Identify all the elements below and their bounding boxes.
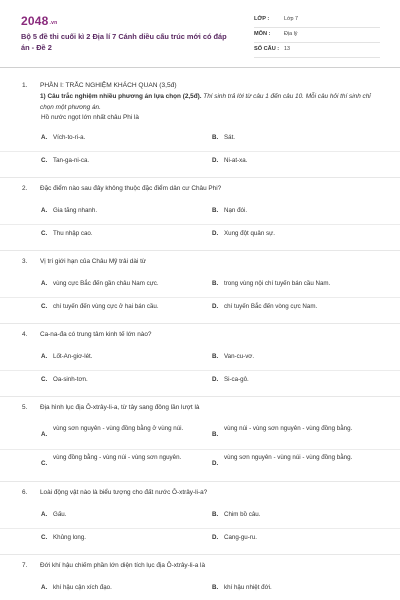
site-logo[interactable] xyxy=(21,14,57,28)
question-header xyxy=(0,184,400,196)
option-c[interactable]: C. Thu nhập cao. xyxy=(41,230,93,237)
meta-value: Địa lý xyxy=(284,31,298,37)
question-header xyxy=(0,403,400,415)
question-text: Địa hình lục địa Ô-xtrây-li-a, từ tây sang đông lần lượt là xyxy=(40,404,200,411)
option-a[interactable]: A. Gia tăng nhanh. xyxy=(41,207,98,214)
question-header xyxy=(0,257,400,269)
header-divider xyxy=(0,67,400,68)
options-row xyxy=(0,129,400,151)
question-header xyxy=(0,330,400,342)
logo-text: 2048 xyxy=(21,14,49,28)
question-divider xyxy=(0,250,400,251)
part-title: PHẦN I: TRẮC NGHIỆM KHÁCH QUAN (3,5đ) xyxy=(40,82,177,89)
question-1 xyxy=(0,80,400,173)
part-number: 1. xyxy=(22,82,28,89)
question-6 xyxy=(0,488,400,550)
options-row xyxy=(0,506,400,528)
question-text: Vị trí giới hạn của Châu Mỹ trải dài từ xyxy=(40,258,147,265)
document-title: Bộ 5 đề thi cuối kì 2 Địa lí 7 Cánh diều cấu trúc mới có đáp án - Đề 2 xyxy=(21,32,227,52)
option-b[interactable]: B. Van-cu-vơ. xyxy=(212,353,255,360)
question-4 xyxy=(0,330,400,392)
option-a[interactable]: A. Vích-to-ri-a. xyxy=(41,134,86,141)
options xyxy=(0,275,400,319)
meta-label: SỐ CÂU : xyxy=(254,46,280,52)
option-d[interactable]: D. Ni-at-xa. xyxy=(212,157,248,164)
option-a[interactable]: A. vùng cực Bắc đến gần châu Nam cực. xyxy=(41,280,159,287)
options-row: A. vùng sơn nguyên - vùng đồng bằng ở vùng núi. B. vùng núi - vùng sơn nguyên - vùng đồng bằng. xyxy=(41,425,353,438)
question-divider xyxy=(0,323,400,324)
options xyxy=(0,421,400,477)
meta-row-subject xyxy=(254,28,380,43)
meta-label: LỚP : xyxy=(254,16,270,22)
option-c[interactable]: C. Tan-ga-ni-ca. xyxy=(41,157,90,164)
options-row xyxy=(0,224,400,246)
meta-label: MÔN : xyxy=(254,31,271,37)
option-b[interactable]: B. trong vùng nội chí tuyến bán cầu Nam. xyxy=(212,280,331,287)
instruction-italic: Thí sinh trả lời từ câu 1 đến câu 10. Mỗi câu hỏi thí sinh chỉ chọn một phương án. xyxy=(40,93,371,111)
question-7 xyxy=(0,561,400,600)
question-text: Đặc điểm nào sau đây không thuộc đặc điểm dân cư Châu Phi? xyxy=(40,185,222,192)
option-b[interactable]: B. Nạn đói. xyxy=(212,207,248,214)
options-row xyxy=(0,275,400,297)
option-b[interactable]: B. Chim bồ câu. xyxy=(212,511,261,518)
question-divider xyxy=(0,396,400,397)
question-list xyxy=(0,80,400,600)
header xyxy=(0,0,400,66)
instruction-bold: 1) Câu trắc nghiệm nhiều phương án lựa chọn (2,5đ). xyxy=(40,93,202,100)
options-row xyxy=(0,370,400,392)
question-divider xyxy=(0,177,400,178)
options xyxy=(0,579,400,600)
question-number: 3. xyxy=(22,258,28,265)
question-number: 6. xyxy=(22,489,28,496)
question-number: 2. xyxy=(22,185,28,192)
meta-box xyxy=(254,13,380,58)
question-5 xyxy=(0,403,400,477)
options xyxy=(0,506,400,550)
question-text: Loài động vật nào là biểu tượng cho đất nước Ô-xtrây-li-a? xyxy=(40,489,208,496)
option-a[interactable]: A. Gấu. xyxy=(41,511,67,518)
options-row xyxy=(0,297,400,319)
question-header xyxy=(0,488,400,500)
question-text: Hồ nước ngọt lớn nhất châu Phi là xyxy=(41,114,139,121)
question-number: 4. xyxy=(22,331,28,338)
question-number: 5. xyxy=(22,404,28,411)
option-a[interactable]: A. khí hậu cận xích đạo. xyxy=(41,584,112,591)
option-d[interactable]: D. chí tuyến Bắc đến vòng cực Nam. xyxy=(212,303,318,310)
meta-row-count xyxy=(254,43,380,58)
options-row xyxy=(0,348,400,370)
question-text: Ca-na-đa có trung tâm kinh tế lớn nào? xyxy=(40,331,152,338)
option-d[interactable]: D. Xung đột quân sự. xyxy=(212,230,275,237)
option-d[interactable]: D. Si-ca-gô. xyxy=(212,376,249,383)
options-row xyxy=(0,579,400,600)
options xyxy=(0,348,400,392)
part-heading xyxy=(0,80,400,92)
meta-value: 13 xyxy=(284,46,290,52)
question-3 xyxy=(0,257,400,319)
option-c[interactable]: C. Khủng long. xyxy=(41,534,87,541)
option-d[interactable]: D. Cang-gu-ru. xyxy=(212,534,258,541)
instruction xyxy=(40,92,385,113)
options xyxy=(0,202,400,246)
question-header xyxy=(0,561,400,573)
options-row xyxy=(0,202,400,224)
options xyxy=(0,129,400,173)
question-number: 7. xyxy=(22,562,28,569)
option-c[interactable]: C. chí tuyến đến vùng cực ở hai bán cầu. xyxy=(41,303,159,310)
meta-value: Lớp 7 xyxy=(284,16,299,22)
meta-row-class xyxy=(254,13,380,28)
question-2 xyxy=(0,184,400,246)
logo-suffix: .vn xyxy=(49,20,58,26)
option-c[interactable]: C. Oa-sinh-tơn. xyxy=(41,376,88,383)
question-divider xyxy=(0,481,400,482)
question-divider xyxy=(0,554,400,555)
options-row xyxy=(0,528,400,550)
option-b[interactable]: B. Sát. xyxy=(212,134,236,141)
option-a[interactable]: A. Lốt-An-giơ-lét. xyxy=(41,353,93,360)
option-b[interactable]: B. khí hậu nhiệt đới. xyxy=(212,584,272,591)
options-row: C. vùng đồng bằng - vùng núi - vùng sơn nguyên. D. vùng sơn nguyên - vùng núi - vùng đồng bằng. xyxy=(0,449,400,477)
options-row xyxy=(0,151,400,173)
question-text: Đới khí hậu chiếm phần lớn diện tích lục địa Ô-xtrây-li-a là xyxy=(40,562,206,569)
